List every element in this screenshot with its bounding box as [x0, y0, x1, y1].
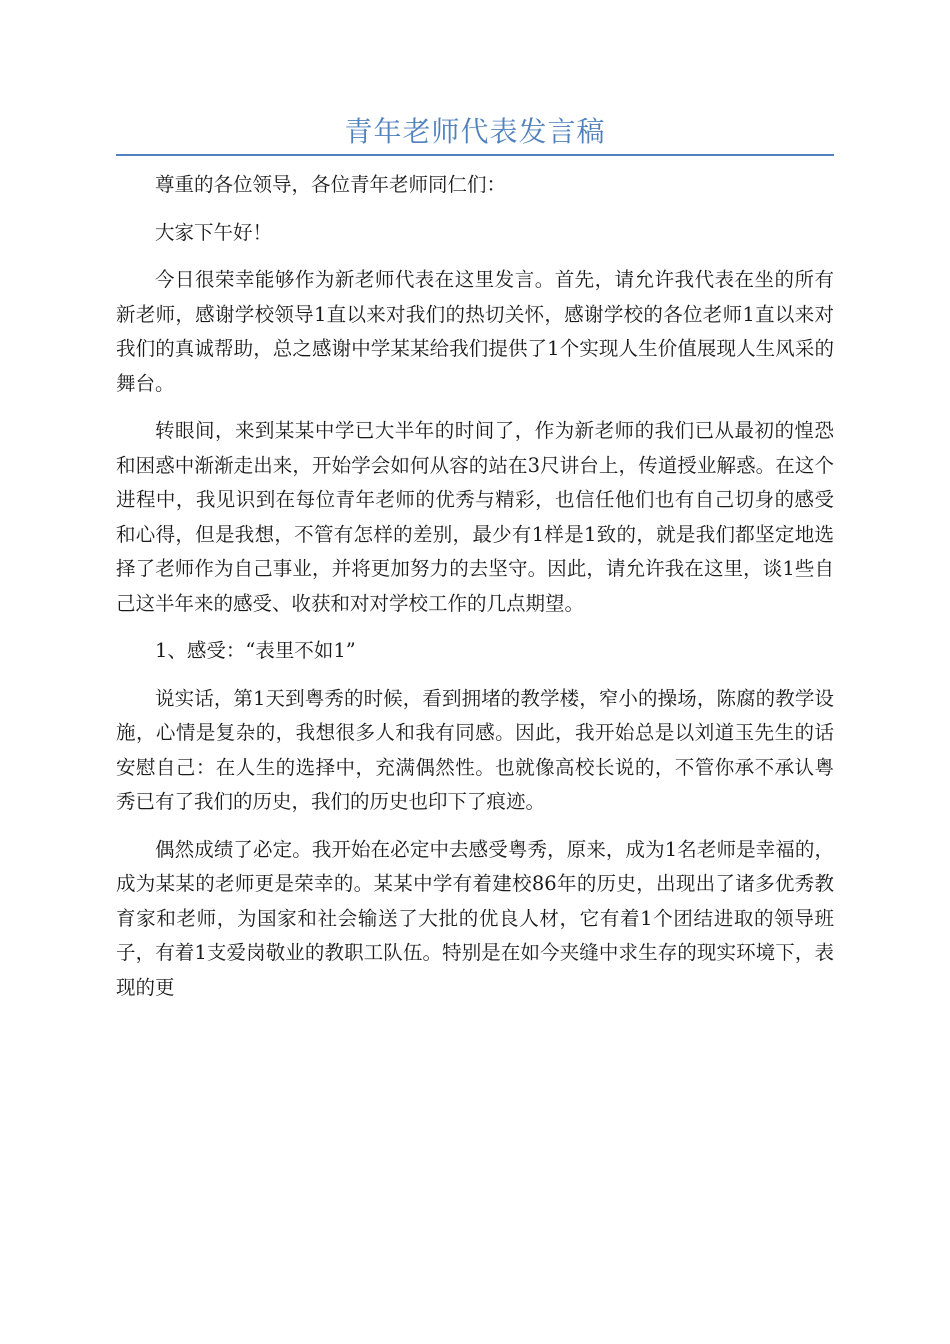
- body-paragraph: 今日很荣幸能够作为新老师代表在这里发言。首先，请允许我代表在坐的所有新老师，感谢学校领导1直以来对我们的热切关怀，感谢学校的各位老师1直以来对我们的真诚帮助，总之感谢中学某某给我们提供了1个实现人生价值展现人生风采的舞台。: [116, 268, 834, 395]
- section-heading: 1、感受：“表里不如1”: [155, 639, 356, 662]
- body-paragraph: 说实话，第1天到粤秀的时候，看到拥堵的教学楼，窄小的操场，陈腐的教学设施，心情是复杂的，我想很多人和我有同感。因此，我开始总是以刘道玉先生的话安慰自己：在人生的选择中，充满偶然性。也就像高校长说的，不管你承不承认粤秀已有了我们的历史，我们的历史也印下了痕迹。: [116, 686, 834, 813]
- salutation-paragraph: 尊重的各位领导，各位青年老师同仁们：: [155, 173, 507, 196]
- title-underline: [116, 154, 834, 156]
- greeting-paragraph: 大家下午好！: [155, 220, 273, 244]
- document-title: 青年老师代表发言稿: [344, 115, 606, 148]
- body-paragraph: 偶然成绩了必定。我开始在必定中去感受粤秀，原来，成为1名老师是幸福的，成为某某的老师更是荣幸的。某某中学有着建校86年的历史，出现出了诸多优秀教育家和老师，为国家和社会输送了大批的优良人材，它有着1个团结进取的领导班子，有着1支爱岗敬业的教职工队伍。特别是在如今夹缝中求生存的现实环境下，表现的更: [116, 837, 834, 999]
- document-body: [116, 168, 834, 1018]
- body-paragraph: 转眼间，来到某某中学已大半年的时间了，作为新老师的我们已从最初的惶恐和困惑中渐渐走出来，开始学会如何从容的站在3尺讲台上，传道授业解惑。在这个进程中，我见识到在每位青年老师的优秀与精彩，也信任他们也有自己切身的感受和心得，但是我想，不管有怎样的差别，最少有1样是1致的，就是我们都坚定地选择了老师作为自己事业，并将更加努力的去坚守。因此，请允许我在这里，谈1些自己这半年来的感受、收获和对对学校工作的几点期望。: [116, 419, 834, 615]
